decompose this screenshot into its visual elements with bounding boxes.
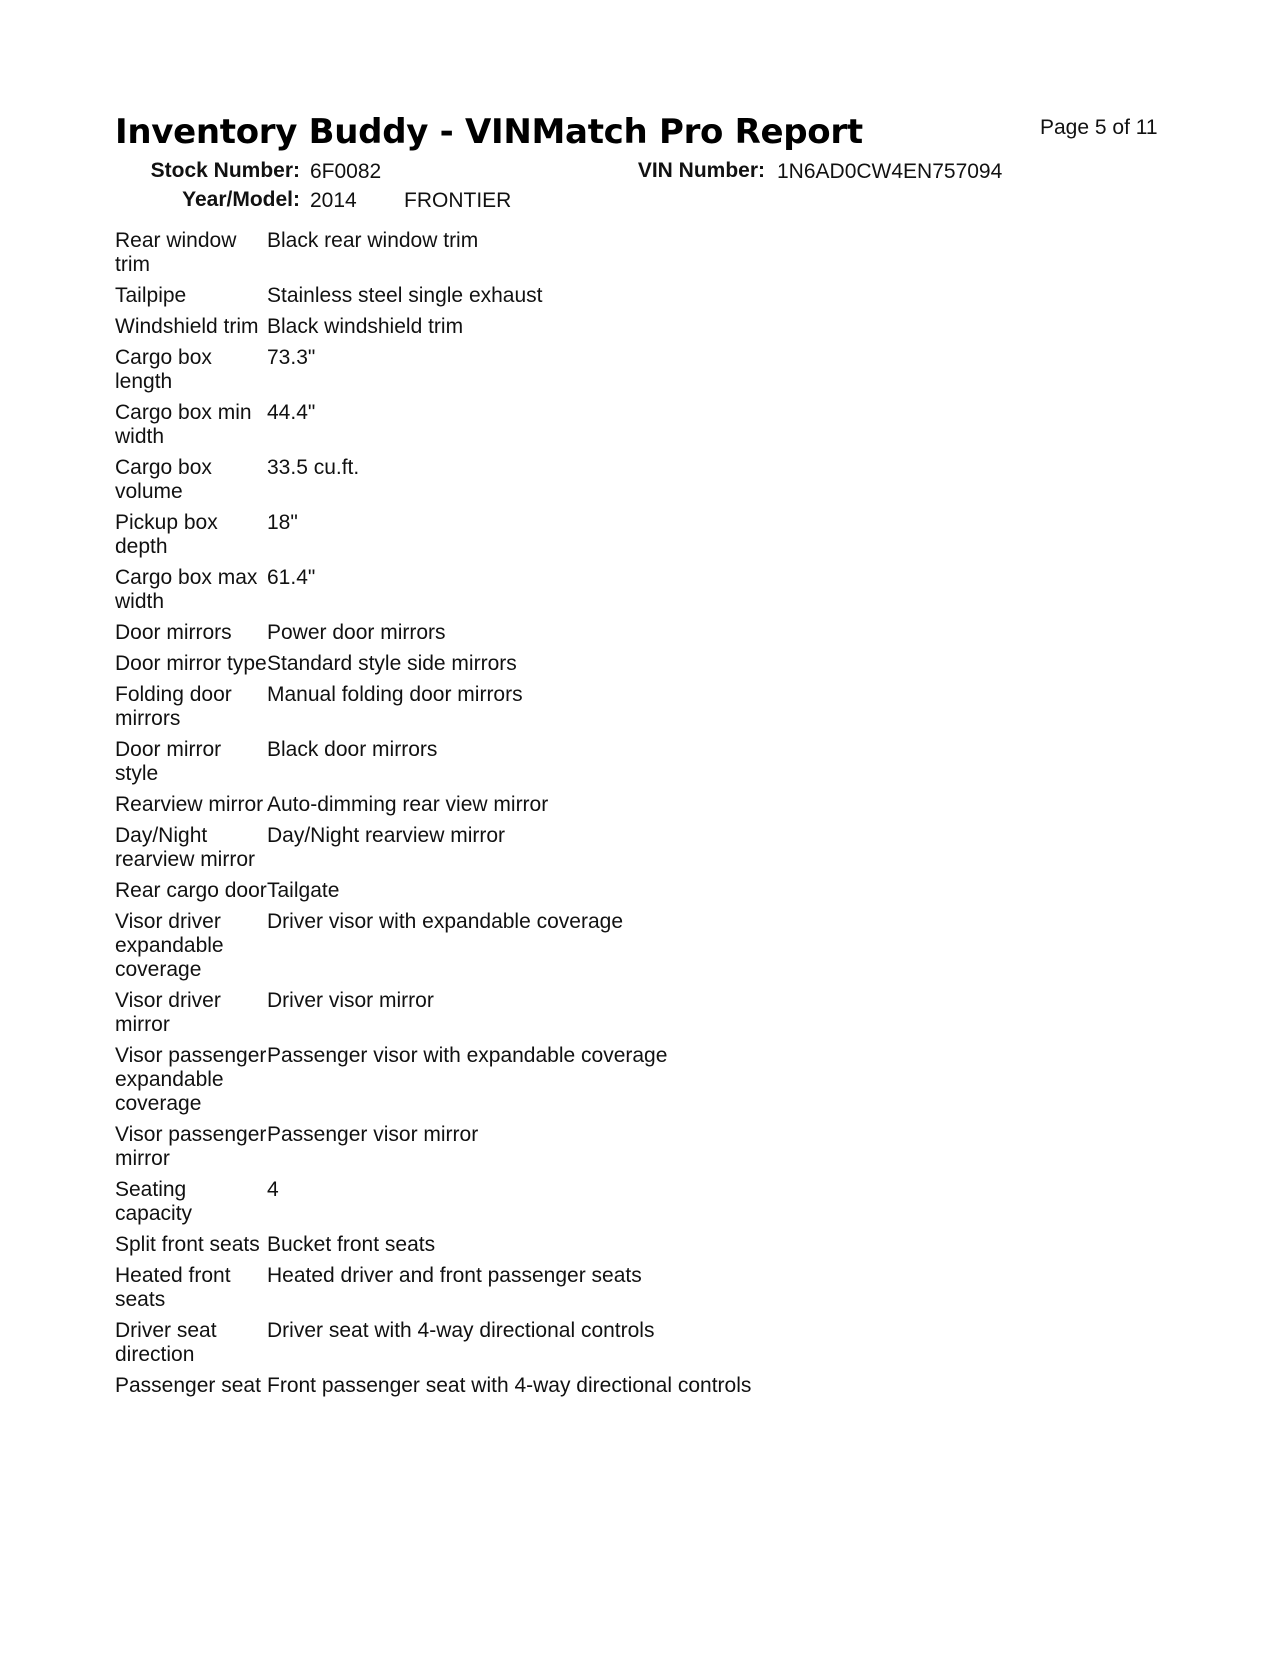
spec-row xyxy=(115,511,815,566)
spec-value: Power door mirrors xyxy=(267,621,446,644)
spec-label: Tailpipe xyxy=(115,284,187,307)
spec-value: Day/Night rearview mirror xyxy=(267,824,506,847)
spec-label: Rear cargo door xyxy=(115,879,267,902)
spec-value: Stainless steel single exhaust xyxy=(267,284,543,307)
spec-label: Visor passenger expandable coverage xyxy=(115,1044,267,1115)
spec-row xyxy=(115,879,815,910)
spec-row xyxy=(115,824,815,879)
spec-label: Cargo box max width xyxy=(115,566,258,613)
spec-row xyxy=(115,1264,815,1319)
spec-label: Day/Night rearview mirror xyxy=(115,824,256,871)
year-value: 2014 xyxy=(310,189,357,212)
spec-row xyxy=(115,989,815,1044)
stock-number-label: Stock Number: xyxy=(150,159,300,182)
spec-row xyxy=(115,1374,815,1405)
spec-value: Auto-dimming rear view mirror xyxy=(267,793,549,816)
spec-row xyxy=(115,652,815,683)
spec-row xyxy=(115,456,815,511)
vin-value: 1N6AD0CW4EN757094 xyxy=(777,160,1003,183)
spec-row xyxy=(115,284,815,315)
spec-table xyxy=(115,229,815,1405)
spec-value: 4 xyxy=(267,1178,279,1201)
page-indicator: Page 5 of 11 xyxy=(1040,116,1158,139)
spec-value: Driver visor mirror xyxy=(267,989,434,1012)
spec-row xyxy=(115,1123,815,1178)
spec-value: Black rear window trim xyxy=(267,229,479,252)
spec-row xyxy=(115,738,815,793)
spec-value: Heated driver and front passenger seats xyxy=(267,1264,642,1287)
spec-row xyxy=(115,793,815,824)
spec-value: 61.4" xyxy=(267,566,316,589)
year-model-label: Year/Model: xyxy=(182,188,300,211)
spec-value: 33.5 cu.ft. xyxy=(267,456,360,479)
stock-number-value: 6F0082 xyxy=(310,160,382,183)
spec-row xyxy=(115,910,815,989)
spec-value: 44.4" xyxy=(267,401,316,424)
spec-value: Standard style side mirrors xyxy=(267,652,517,675)
spec-label: Door mirror style xyxy=(115,738,222,785)
spec-value: Black windshield trim xyxy=(267,315,464,338)
spec-label: Passenger seat xyxy=(115,1374,261,1397)
spec-label: Door mirror type xyxy=(115,652,267,675)
spec-label: Heated front seats xyxy=(115,1264,231,1311)
spec-row xyxy=(115,621,815,652)
spec-value: Passenger visor mirror xyxy=(267,1123,479,1146)
spec-row xyxy=(115,683,815,738)
spec-value: 18" xyxy=(267,511,298,534)
report-title: Inventory Buddy - VINMatch Pro Report xyxy=(115,112,863,152)
spec-row xyxy=(115,1233,815,1264)
spec-label: Driver seat direction xyxy=(115,1319,217,1366)
spec-label: Seating capacity xyxy=(115,1178,193,1225)
spec-label: Cargo box min width xyxy=(115,401,252,448)
spec-label: Cargo box volume xyxy=(115,456,212,503)
spec-value: Driver visor with expandable coverage xyxy=(267,910,624,933)
spec-row xyxy=(115,401,815,456)
spec-row xyxy=(115,1178,815,1233)
vin-label: VIN Number: xyxy=(637,159,765,182)
spec-label: Cargo box length xyxy=(115,346,212,393)
spec-value: Tailgate xyxy=(267,879,340,902)
spec-value: Driver seat with 4-way directional controls xyxy=(267,1319,655,1342)
spec-row xyxy=(115,346,815,401)
spec-label: Rear window trim xyxy=(115,229,237,276)
model-value: FRONTIER xyxy=(404,189,512,212)
spec-row xyxy=(115,1319,815,1374)
spec-label: Door mirrors xyxy=(115,621,232,644)
spec-value: Bucket front seats xyxy=(267,1233,436,1256)
spec-row xyxy=(115,566,815,621)
spec-value: Manual folding door mirrors xyxy=(267,683,523,706)
spec-label: Rearview mirror xyxy=(115,793,264,816)
spec-table-body xyxy=(115,229,815,1405)
spec-label: Visor driver mirror xyxy=(115,989,221,1036)
spec-value: Black door mirrors xyxy=(267,738,438,761)
spec-value: 73.3" xyxy=(267,346,316,369)
spec-value: Front passenger seat with 4-way directional controls xyxy=(267,1374,752,1397)
spec-label: Folding door mirrors xyxy=(115,683,232,730)
spec-value: Passenger visor with expandable coverage xyxy=(267,1044,668,1067)
spec-row xyxy=(115,315,815,346)
spec-label: Split front seats xyxy=(115,1233,260,1256)
spec-label: Windshield trim xyxy=(115,315,259,338)
spec-row xyxy=(115,229,815,284)
spec-label: Visor driver expandable coverage xyxy=(115,910,224,981)
spec-label: Pickup box depth xyxy=(115,511,218,558)
spec-row xyxy=(115,1044,815,1123)
spec-label: Visor passenger mirror xyxy=(115,1123,267,1170)
